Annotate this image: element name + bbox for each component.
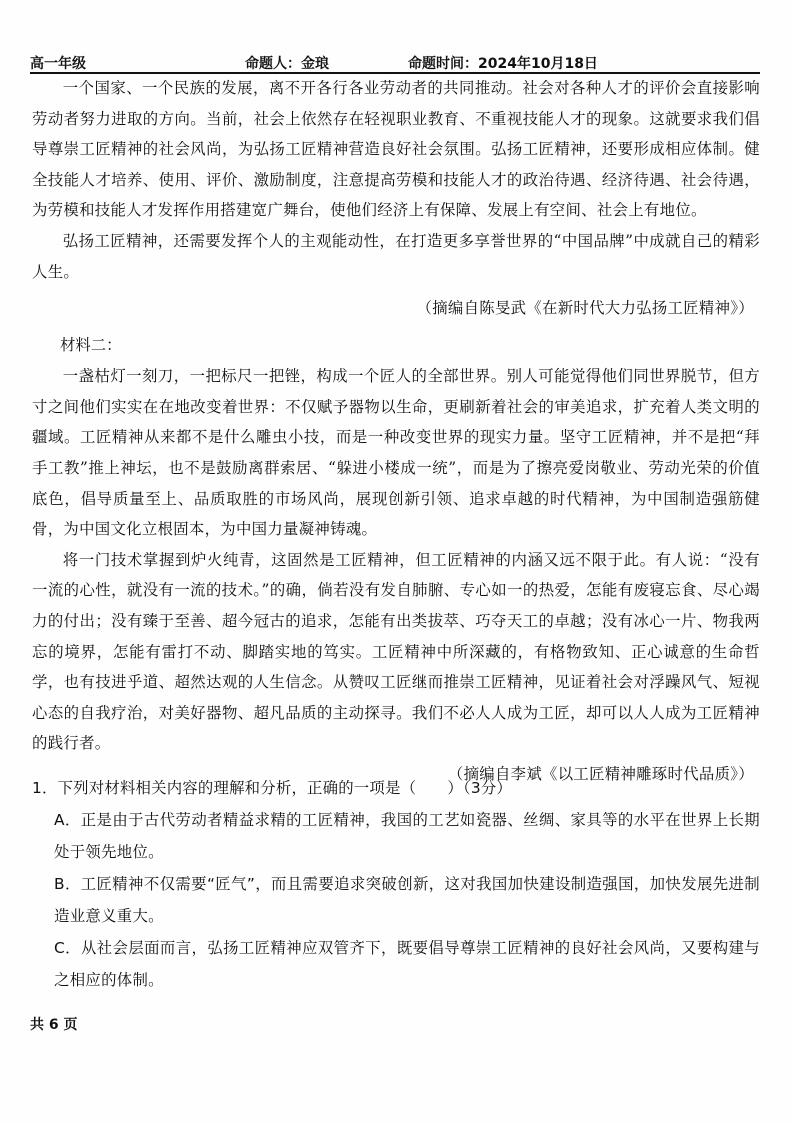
question-1-option-a: A．正是由于古代劳动者精益求精的工匠精神，我国的工艺如瓷器、丝绸、家具等的水平在世界上长期处于领先地位。 bbox=[54, 811, 760, 861]
question-1-option-c: C．从社会层面而言，弘扬工匠精神应双管齐下，既要倡导尊崇工匠精神的良好社会风尚，又要构建与之相应的体制。 bbox=[54, 939, 760, 989]
author-label: 命题人：金琅 bbox=[245, 56, 329, 72]
question-section bbox=[32, 772, 760, 996]
grade-label: 高一年级 bbox=[30, 56, 86, 72]
material1-paragraph-2: 弘扬工匠精神，还需要发挥个人的主观能动性，在打造更多享誉世界的“中国品牌”中成就自己的精彩人生。 bbox=[32, 231, 760, 281]
question-1-option-b: B．工匠精神不仅需要“匠气”，而且需要追求突破创新，这对我国加快建设制造强国，加快发展先进制造业意义重大。 bbox=[54, 875, 760, 925]
material1-paragraph-1: 一个国家、一个民族的发展，离不开各行各业劳动者的共同推动。社会对各种人才的评价会直接影响劳动者努力进取的方向。当前，社会上依然存在轻视职业教育、不重视技能人才的现象。这就要求我们倡导尊崇工匠精神的社会风尚，为弘扬工匠精神营造良好社会氛围。弘扬工匠精神，还要形成相应体制。健全技能人才培养、使用、评价、激励制度，注意提高劳模和技能人才的政治待遇、经济待遇、社会待遇，为劳模和技能人才发挥作用搭建宽广舞台，使他们经济上有保障、发展上有空间、社会上有地位。 bbox=[32, 79, 760, 220]
exam-header bbox=[30, 50, 760, 74]
page-count: 共 6 页 bbox=[30, 1017, 78, 1033]
material2-title: 材料二： bbox=[60, 336, 122, 355]
material1-source: （摘编自陈旻武《在新时代大力弘扬工匠精神》） bbox=[416, 299, 754, 318]
question-1-stem: 1．下列对材料相关内容的理解和分析，正确的一项是（ ）（3分） bbox=[32, 779, 513, 797]
material2-paragraph-1: 一盏枯灯一刻刀，一把标尺一把锉，构成一个匠人的全部世界。别人可能觉得他们同世界脱节，但方寸之间他们实实在在地改变着世界：不仅赋予器物以生命，更刷新着社会的审美追求，扩充着人类文明的疆域。工匠精神从来都不是什么雕虫小技，而是一种改变世界的现实力量。坚守工匠精神，并不是把“拜手工教”推上神坛，也不是鼓励离群索居、“躲进小楼成一统”，而是为了擦亮爱岗敬业、劳动光荣的价值底色，倡导质量至上、品质取胜的市场风尚，展现创新引领、追求卓越的时代精神，为中国制造强筋健骨，为中国文化立根固本，为中国力量凝神铸魂。 bbox=[32, 367, 760, 539]
material2-paragraph-2: 将一门技术掌握到炉火纯青，这固然是工匠精神，但工匠精神的内涵又远不限于此。有人说：“没有一流的心性，就没有一流的技术。”的确，倘若没有发自肺腑、专心如一的热爱，怎能有废寝忘食、尽心竭力的付出；没有臻于至善、超今冠古的追求，怎能有出类拔萃、巧夺天工的卓越；没有冰心一片、物我两忘的境界，怎能有雷打不动、脚踏实地的笃实。工匠精神中所深藏的，有格物致知、正心诚意的生命哲学，也有技进乎道、超然达观的人生信念。从赞叹工匠继而推崇工匠精神，见证着社会对浮躁风气、短视心态的自我疗治，对美好器物、超凡品质的主动探寻。我们不必人人成为工匠，却可以人人成为工匠精神的践行者。 bbox=[32, 550, 760, 753]
material2-source: （摘编自李斌《以工匠精神雕琢时代品质》） bbox=[447, 764, 754, 783]
reading-material bbox=[32, 73, 760, 789]
date-label: 命题时间：2024年10月18日 bbox=[408, 56, 598, 72]
